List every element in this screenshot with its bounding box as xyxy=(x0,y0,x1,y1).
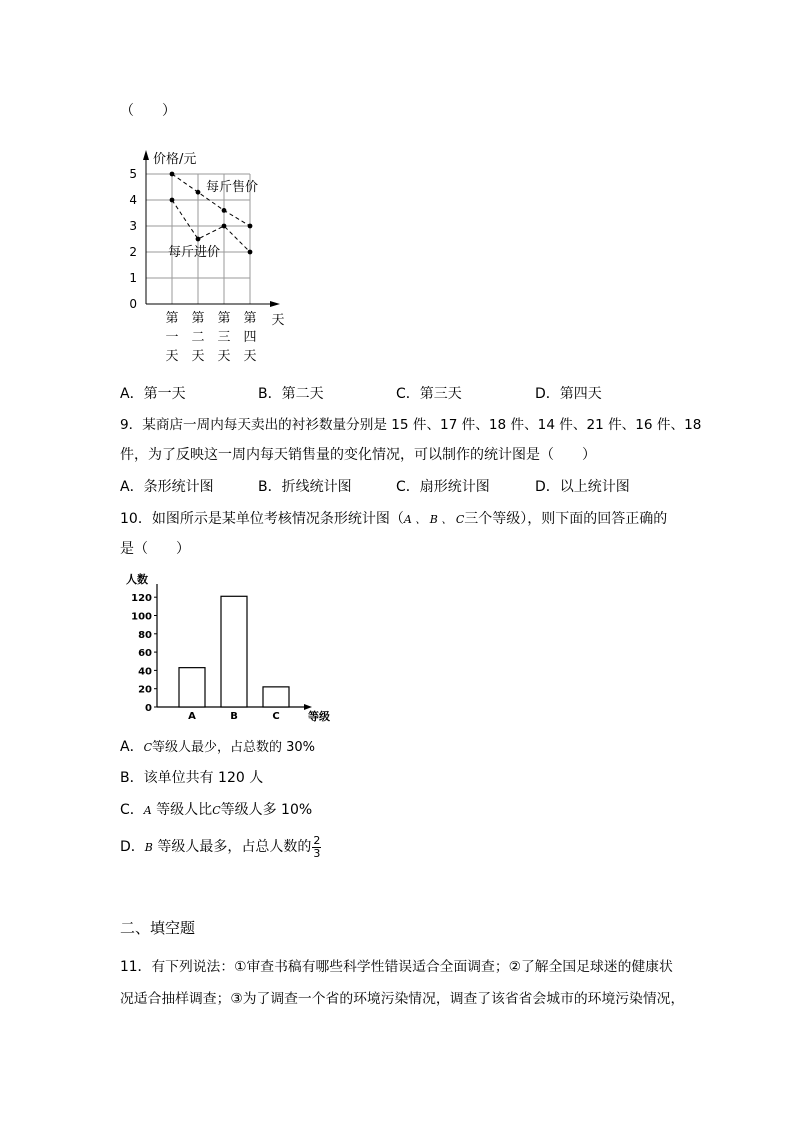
q10-c-prefix: C． xyxy=(120,802,144,818)
x-tick-label: 第 xyxy=(217,311,231,326)
x-tick-label: 天 xyxy=(191,349,205,364)
q11-question-line2: 况适合抽样调查；③为了调查一个省的环境污染情况，调查了该省省会城市的环境污染情况， xyxy=(120,991,685,1007)
y-tick-label: 0 xyxy=(145,703,152,714)
x-tick-label: 三 xyxy=(217,330,231,345)
fraction-denominator: 3 xyxy=(313,846,321,860)
x-axis-unit: 天 xyxy=(271,313,285,328)
q8-option-d[interactable]: D．第四天 xyxy=(535,386,602,402)
q10-line1-post: 三个等级），则下面的回答正确的 xyxy=(464,511,668,527)
x-tick-label: 天 xyxy=(165,349,179,364)
x-axis-label: 等级 xyxy=(308,710,330,723)
data-point xyxy=(248,250,253,255)
x-axis-arrow xyxy=(270,301,280,307)
q10-a-var: C xyxy=(143,741,152,754)
q10-option-b[interactable]: B．该单位共有 120 人 xyxy=(120,770,264,786)
y-tick-label: 5 xyxy=(129,167,137,181)
y-axis-label: 人数 xyxy=(126,573,148,586)
y-tick-label: 60 xyxy=(138,648,152,660)
q10-question-line1 xyxy=(120,509,667,530)
data-point xyxy=(222,224,227,229)
fraction-numerator: 2 xyxy=(313,833,321,847)
q10-option-d[interactable] xyxy=(120,834,321,861)
data-point xyxy=(196,190,201,195)
chart-title: 价格/元 xyxy=(153,152,197,167)
y-tick-label: 0 xyxy=(129,297,137,311)
q10-a-prefix: A． xyxy=(120,739,144,755)
q9-option-c[interactable]: C．扇形统计图 xyxy=(396,479,490,495)
q10-d-var: B xyxy=(144,841,153,854)
data-point xyxy=(170,172,175,177)
y-tick-label: 3 xyxy=(129,219,137,233)
q9-option-d[interactable]: D．以上统计图 xyxy=(535,479,630,495)
y-tick-label: 120 xyxy=(131,593,152,605)
data-point xyxy=(170,198,175,203)
q9-option-b[interactable]: B．折线统计图 xyxy=(258,479,352,495)
q10-c-var1: A xyxy=(143,804,152,817)
section-title-fill-blank: 二、填空题 xyxy=(120,919,196,937)
y-axis-arrow xyxy=(143,150,149,160)
q8-option-a[interactable]: A．第一天 xyxy=(120,386,186,402)
y-tick-label: 20 xyxy=(138,684,152,696)
q10-a-text: 等级人最少，占总数的 30% xyxy=(152,740,316,755)
fraction-two-thirds xyxy=(312,835,321,860)
x-tick-label: 四 xyxy=(243,330,257,345)
x-tick-label: A xyxy=(188,711,196,722)
x-tick-label: 第 xyxy=(191,311,205,326)
q10-c-mid: 等级人比 xyxy=(151,802,213,818)
q10-d-prefix: D． xyxy=(120,839,145,855)
x-tick-label: 二 xyxy=(191,330,205,345)
bar-c xyxy=(263,687,289,707)
q10-c-text: 等级人多 10% xyxy=(220,802,313,818)
y-tick-label: 80 xyxy=(138,629,152,641)
q10-d-text: 等级人最多，占总人数的 xyxy=(152,839,312,855)
bar-a xyxy=(179,668,205,707)
q10-line1-pre: 10．如图所示是某单位考核情况条形统计图（ xyxy=(120,511,404,527)
price-line-chart xyxy=(120,140,420,370)
y-tick-label: 100 xyxy=(131,611,152,623)
bar-b xyxy=(221,596,247,707)
series-label-buy: 每斤进价 xyxy=(168,245,221,260)
x-tick-label: C xyxy=(272,711,280,722)
q8-option-c[interactable]: C．第三天 xyxy=(396,386,462,402)
data-point xyxy=(248,224,253,229)
data-point xyxy=(196,237,201,242)
x-tick-label: 一 xyxy=(165,330,179,345)
x-tick-label: 天 xyxy=(217,349,231,364)
x-tick-label: B xyxy=(230,711,238,722)
q11-question-line1: 11．有下列说法：①审查书稿有哪些科学性错误适合全面调查；②了解全国足球迷的健康状 xyxy=(120,959,673,975)
q9-option-a[interactable]: A．条形统计图 xyxy=(120,479,214,495)
series-label-sell: 每斤售价 xyxy=(206,180,259,195)
x-tick-label: 第 xyxy=(243,311,257,326)
data-point xyxy=(222,208,227,213)
q10-line1-abc: A 、 B 、 C xyxy=(403,513,465,526)
q10-option-a[interactable] xyxy=(120,737,315,758)
y-tick-label: 1 xyxy=(129,271,137,285)
q10-option-c[interactable] xyxy=(120,800,312,821)
y-tick-label: 2 xyxy=(129,245,137,259)
x-tick-label: 天 xyxy=(243,349,257,364)
q8-option-b[interactable]: B．第二天 xyxy=(258,386,324,402)
x-tick-label: 第 xyxy=(165,311,179,326)
y-tick-label: 40 xyxy=(138,666,152,678)
q10-question-line2: 是（ ） xyxy=(120,541,190,557)
answer-paren: （ ） xyxy=(120,103,176,119)
y-tick-label: 4 xyxy=(129,193,137,207)
grade-bar-chart xyxy=(118,570,348,730)
q10-c-var2: C xyxy=(212,804,221,817)
q9-question-line2: 件，为了反映这一周内每天销售量的变化情况，可以制作的统计图是（ ） xyxy=(120,447,596,463)
q9-question-line1: 9．某商店一周内每天卖出的衬衫数量分别是 15 件、17 件、18 件、14 件、21 件、16 件、18 xyxy=(120,417,702,433)
